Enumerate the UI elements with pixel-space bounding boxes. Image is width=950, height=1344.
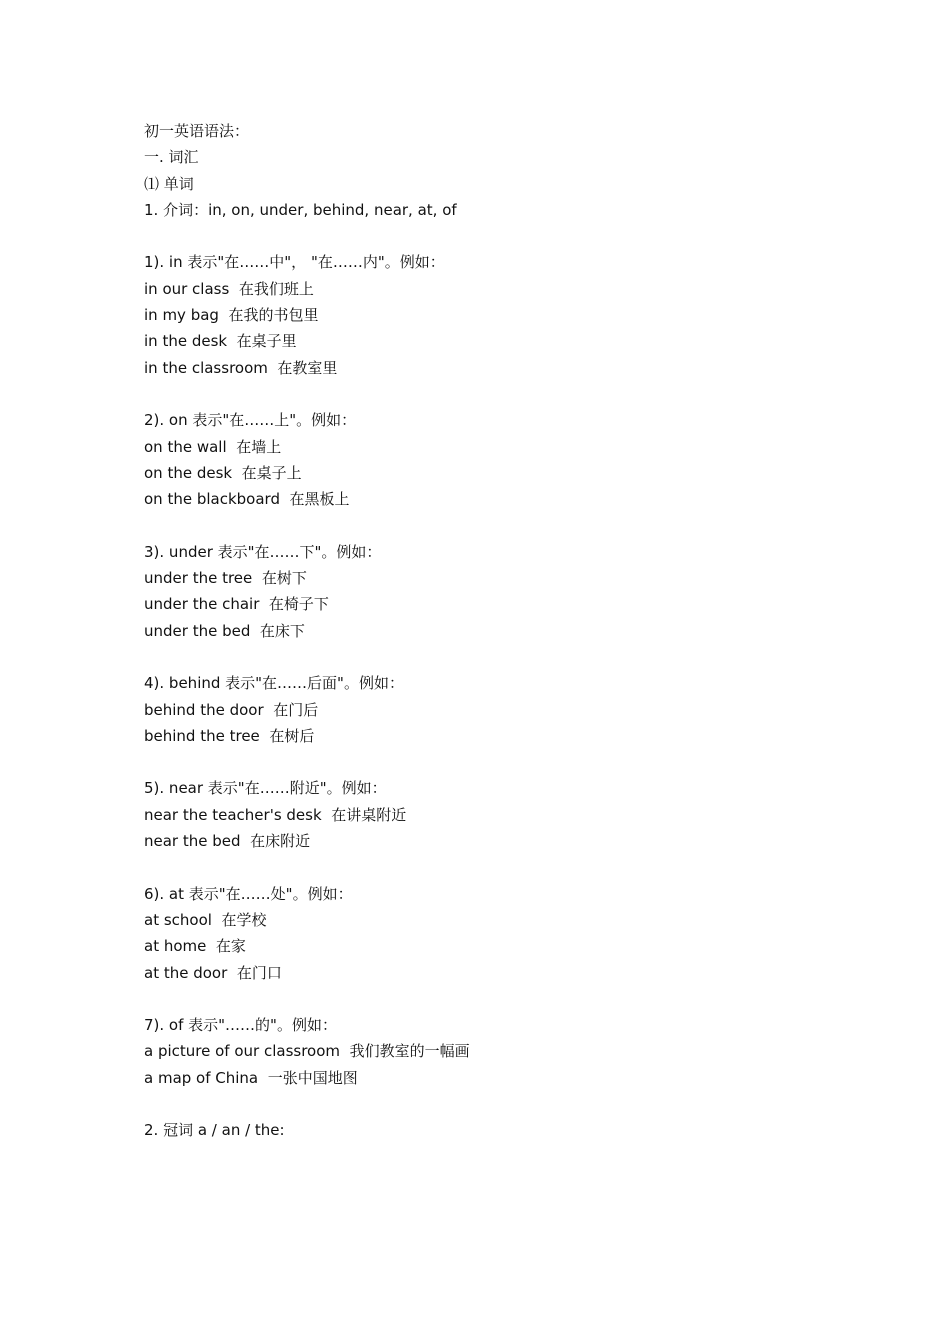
example-line [144, 1038, 864, 1064]
example-english: in the desk [144, 332, 228, 351]
example-english: behind the tree [144, 726, 260, 745]
example-chinese: 一张中国地图 [267, 1068, 358, 1087]
example-line [144, 591, 864, 617]
blank-line [144, 381, 864, 407]
preposition-group [144, 1012, 864, 1117]
preposition-heading: 5). near 表示"在……附近"。例如： [144, 779, 387, 798]
preposition-group [144, 539, 864, 670]
example-chinese: 我们教室的一幅画 [349, 1042, 470, 1061]
example-line [144, 828, 864, 854]
example-english: in my bag [144, 306, 219, 325]
example-english: near the bed [144, 832, 241, 851]
blank-line [144, 644, 864, 670]
blank-line [144, 986, 864, 1012]
example-line [144, 565, 864, 591]
example-line [144, 697, 864, 723]
preposition-group [144, 881, 864, 1012]
example-english: behind the door [144, 700, 264, 719]
example-chinese: 在床附近 [250, 832, 311, 851]
section-heading: 一. 词汇 [144, 148, 199, 167]
example-chinese: 在我的书包里 [228, 306, 319, 325]
example-english: under the chair [144, 595, 260, 614]
blank-line [144, 223, 864, 249]
example-line [144, 723, 864, 749]
example-line [144, 355, 864, 381]
example-line [144, 933, 864, 959]
preposition-group [144, 670, 864, 775]
example-chinese: 在门口 [236, 963, 282, 982]
preposition-group [144, 407, 864, 538]
example-line [144, 618, 864, 644]
example-chinese: 在我们班上 [238, 279, 314, 298]
example-english: near the teacher's desk [144, 805, 322, 824]
subsection-heading: ⑴ 单词 [144, 174, 194, 193]
example-english: on the wall [144, 437, 227, 456]
preposition-group [144, 249, 864, 407]
example-english: in the classroom [144, 358, 268, 377]
example-chinese: 在桌子上 [241, 463, 302, 482]
example-english: a picture of our classroom [144, 1042, 341, 1061]
blank-line [144, 512, 864, 538]
example-english: under the tree [144, 569, 253, 588]
preposition-heading: 1). in 表示"在……中"， "在……内"。例如： [144, 253, 445, 272]
example-chinese: 在树后 [269, 726, 315, 745]
example-line [144, 302, 864, 328]
document-title: 初一英语语法： [144, 122, 250, 140]
example-english: on the desk [144, 463, 233, 482]
example-chinese: 在教室里 [277, 358, 338, 377]
example-line [144, 907, 864, 933]
example-chinese: 在学校 [221, 910, 267, 929]
example-english: on the blackboard [144, 490, 280, 509]
preposition-heading: 2). on 表示"在……上"。例如： [144, 411, 357, 430]
preposition-list [144, 249, 864, 1117]
example-chinese: 在黑板上 [289, 490, 350, 509]
example-line [144, 802, 864, 828]
item-heading-articles: 2. 冠词 a / an / the: [144, 1121, 285, 1140]
example-english: at school [144, 910, 212, 929]
example-english: at home [144, 937, 207, 956]
example-chinese: 在树下 [261, 569, 307, 588]
example-english: at the door [144, 963, 228, 982]
example-line [144, 486, 864, 512]
example-english: under the bed [144, 621, 251, 640]
preposition-heading: 7). of 表示"……的"。例如： [144, 1016, 337, 1035]
blank-line [144, 854, 864, 880]
preposition-heading: 6). at 表示"在……处"。例如： [144, 884, 353, 903]
example-chinese: 在桌子里 [236, 332, 297, 351]
example-chinese: 在讲桌附近 [331, 805, 407, 824]
preposition-group [144, 775, 864, 880]
example-english: a map of China [144, 1068, 259, 1087]
blank-line [144, 749, 864, 775]
preposition-heading: 4). behind 表示"在……后面"。例如： [144, 674, 404, 693]
example-line [144, 1065, 864, 1091]
example-english: in our class [144, 279, 230, 298]
example-line [144, 328, 864, 354]
item-heading-prepositions: 1. 介词：in, on, under, behind, near, at, of [144, 200, 457, 219]
document-body [144, 118, 864, 1144]
blank-line [144, 1091, 864, 1117]
example-chinese: 在床下 [259, 621, 305, 640]
example-chinese: 在家 [215, 937, 246, 956]
example-chinese: 在椅子下 [268, 595, 329, 614]
example-chinese: 在墙上 [236, 437, 282, 456]
example-line [144, 276, 864, 302]
example-line [144, 434, 864, 460]
example-line [144, 460, 864, 486]
example-chinese: 在门后 [273, 700, 319, 719]
preposition-heading: 3). under 表示"在……下"。例如： [144, 542, 382, 561]
example-line [144, 960, 864, 986]
